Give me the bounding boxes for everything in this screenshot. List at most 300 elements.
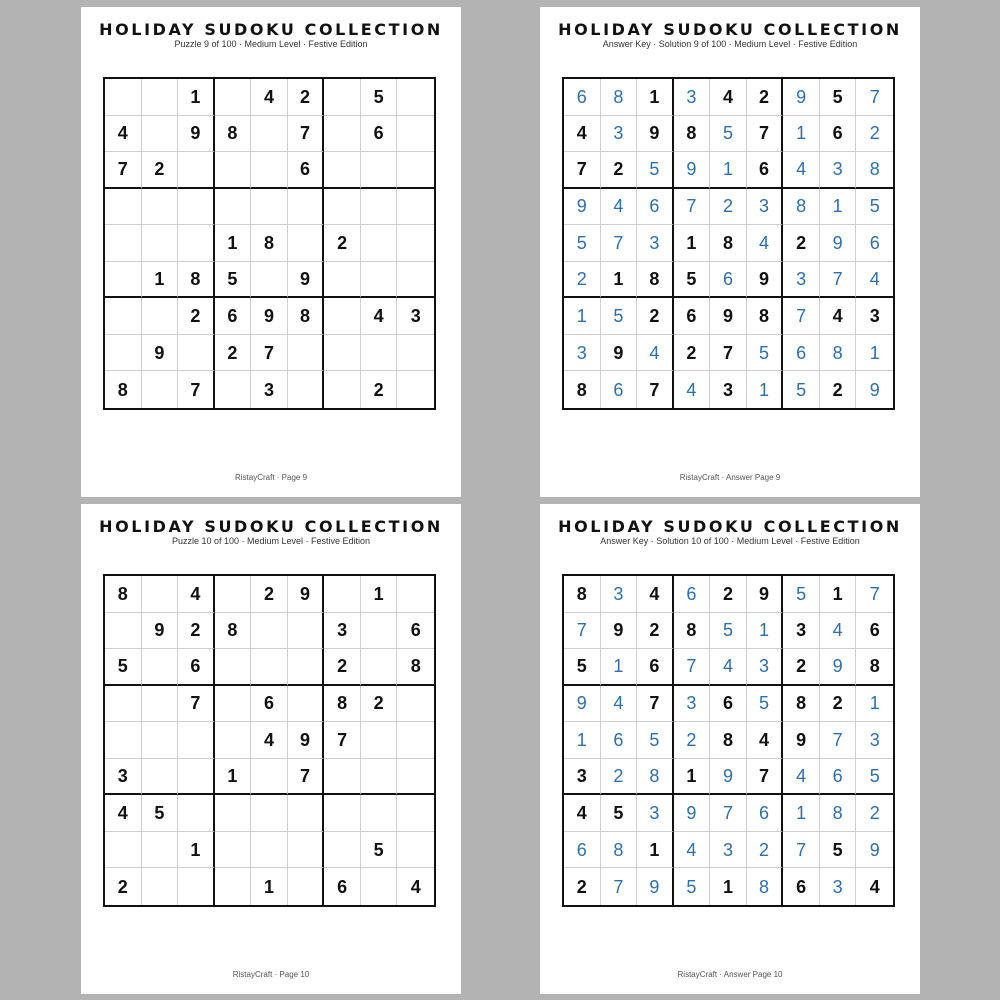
given-digit-cell: 4: [710, 79, 747, 116]
solution-digit-cell: 3: [747, 649, 784, 686]
empty-cell: [397, 189, 434, 226]
empty-cell: [142, 868, 179, 905]
empty-cell: [105, 262, 142, 299]
solution-digit-cell: 7: [856, 576, 893, 613]
solution-digit-cell: 9: [820, 225, 857, 262]
given-digit-cell: 9: [288, 576, 325, 613]
given-digit-cell: 1: [215, 225, 252, 262]
page-title: HOLIDAY SUDOKU COLLECTION: [99, 20, 443, 39]
sudoku-solution-grid: [562, 574, 895, 907]
empty-cell: [288, 795, 325, 832]
given-digit-cell: 9: [637, 116, 674, 153]
puzzle-page-10: [81, 504, 461, 994]
solution-digit-cell: 6: [747, 795, 784, 832]
page-footer: RistayCraft · Answer Page 9: [679, 473, 781, 482]
given-digit-cell: 6: [820, 116, 857, 153]
solution-digit-cell: 7: [674, 189, 711, 226]
empty-cell: [215, 189, 252, 226]
given-digit-cell: 6: [324, 868, 361, 905]
given-digit-cell: 2: [361, 686, 398, 723]
empty-cell: [142, 649, 179, 686]
empty-cell: [251, 116, 288, 153]
empty-cell: [251, 649, 288, 686]
given-digit-cell: 7: [637, 686, 674, 723]
solution-digit-cell: 3: [564, 335, 601, 372]
empty-cell: [142, 371, 179, 408]
solution-digit-cell: 1: [564, 298, 601, 335]
answer-page-9: [540, 7, 920, 497]
given-digit-cell: 6: [288, 152, 325, 189]
solution-digit-cell: 6: [601, 371, 638, 408]
empty-cell: [251, 152, 288, 189]
given-digit-cell: 2: [747, 79, 784, 116]
empty-cell: [105, 335, 142, 372]
given-digit-cell: 9: [288, 722, 325, 759]
puzzle-page-9: [81, 7, 461, 497]
given-digit-cell: 8: [674, 613, 711, 650]
solution-digit-cell: 4: [747, 225, 784, 262]
given-digit-cell: 3: [856, 298, 893, 335]
given-digit-cell: 1: [820, 576, 857, 613]
empty-cell: [178, 152, 215, 189]
solution-digit-cell: 8: [601, 79, 638, 116]
given-digit-cell: 4: [105, 116, 142, 153]
given-digit-cell: 8: [178, 262, 215, 299]
given-digit-cell: 2: [324, 649, 361, 686]
empty-cell: [142, 298, 179, 335]
empty-cell: [215, 868, 252, 905]
page-subtitle: Puzzle 9 of 100 · Medium Level · Festive Edition: [174, 39, 368, 49]
given-digit-cell: 6: [361, 116, 398, 153]
solution-digit-cell: 3: [820, 152, 857, 189]
given-digit-cell: 6: [251, 686, 288, 723]
given-digit-cell: 4: [564, 795, 601, 832]
given-digit-cell: 6: [710, 686, 747, 723]
given-digit-cell: 7: [747, 116, 784, 153]
given-digit-cell: 2: [783, 225, 820, 262]
solution-digit-cell: 3: [783, 262, 820, 299]
given-digit-cell: 7: [288, 759, 325, 796]
given-digit-cell: 2: [288, 79, 325, 116]
page-footer: RistayCraft · Page 10: [232, 970, 310, 979]
given-digit-cell: 2: [105, 868, 142, 905]
empty-cell: [288, 868, 325, 905]
given-digit-cell: 7: [637, 371, 674, 408]
given-digit-cell: 2: [251, 576, 288, 613]
solution-digit-cell: 2: [564, 262, 601, 299]
page-subtitle: Answer Key · Solution 10 of 100 · Medium Level · Festive Edition: [600, 536, 860, 546]
given-digit-cell: 5: [601, 795, 638, 832]
solution-digit-cell: 8: [820, 795, 857, 832]
solution-digit-cell: 6: [564, 832, 601, 869]
empty-cell: [397, 759, 434, 796]
empty-cell: [361, 335, 398, 372]
given-digit-cell: 5: [820, 832, 857, 869]
solution-digit-cell: 5: [747, 335, 784, 372]
solution-digit-cell: 8: [783, 189, 820, 226]
solution-digit-cell: 7: [783, 832, 820, 869]
given-digit-cell: 3: [783, 613, 820, 650]
solution-digit-cell: 7: [856, 79, 893, 116]
given-digit-cell: 8: [637, 262, 674, 299]
solution-digit-cell: 9: [820, 649, 857, 686]
given-digit-cell: 4: [105, 795, 142, 832]
solution-digit-cell: 7: [820, 262, 857, 299]
given-digit-cell: 9: [601, 613, 638, 650]
solution-digit-cell: 1: [710, 152, 747, 189]
empty-cell: [324, 152, 361, 189]
solution-digit-cell: 5: [856, 189, 893, 226]
solution-digit-cell: 7: [710, 795, 747, 832]
given-digit-cell: 2: [637, 298, 674, 335]
solution-digit-cell: 5: [637, 152, 674, 189]
empty-cell: [397, 262, 434, 299]
given-digit-cell: 3: [397, 298, 434, 335]
given-digit-cell: 8: [747, 298, 784, 335]
solution-digit-cell: 3: [710, 832, 747, 869]
empty-cell: [251, 262, 288, 299]
solution-digit-cell: 1: [747, 371, 784, 408]
solution-digit-cell: 9: [564, 189, 601, 226]
empty-cell: [105, 298, 142, 335]
given-digit-cell: 9: [747, 576, 784, 613]
solution-digit-cell: 8: [820, 335, 857, 372]
empty-cell: [215, 152, 252, 189]
solution-digit-cell: 1: [783, 795, 820, 832]
solution-digit-cell: 4: [820, 613, 857, 650]
given-digit-cell: 3: [324, 613, 361, 650]
empty-cell: [361, 189, 398, 226]
given-digit-cell: 6: [637, 649, 674, 686]
solution-digit-cell: 6: [601, 722, 638, 759]
solution-digit-cell: 3: [856, 722, 893, 759]
empty-cell: [215, 576, 252, 613]
empty-cell: [142, 116, 179, 153]
empty-cell: [142, 832, 179, 869]
empty-cell: [361, 613, 398, 650]
given-digit-cell: 7: [710, 335, 747, 372]
solution-digit-cell: 2: [856, 116, 893, 153]
given-digit-cell: 6: [674, 298, 711, 335]
empty-cell: [142, 686, 179, 723]
solution-digit-cell: 9: [856, 832, 893, 869]
empty-cell: [105, 722, 142, 759]
given-digit-cell: 8: [397, 649, 434, 686]
solution-digit-cell: 7: [564, 613, 601, 650]
empty-cell: [142, 722, 179, 759]
empty-cell: [324, 298, 361, 335]
empty-cell: [397, 686, 434, 723]
solution-digit-cell: 5: [783, 371, 820, 408]
given-digit-cell: 8: [856, 649, 893, 686]
empty-cell: [105, 686, 142, 723]
solution-digit-cell: 5: [601, 298, 638, 335]
solution-digit-cell: 7: [674, 649, 711, 686]
given-digit-cell: 8: [674, 116, 711, 153]
given-digit-cell: 2: [601, 152, 638, 189]
solution-digit-cell: 1: [601, 649, 638, 686]
given-digit-cell: 2: [820, 371, 857, 408]
solution-digit-cell: 3: [674, 79, 711, 116]
empty-cell: [361, 759, 398, 796]
solution-digit-cell: 8: [856, 152, 893, 189]
given-digit-cell: 2: [215, 335, 252, 372]
empty-cell: [142, 189, 179, 226]
empty-cell: [178, 759, 215, 796]
given-digit-cell: 8: [324, 686, 361, 723]
solution-digit-cell: 2: [747, 832, 784, 869]
empty-cell: [178, 335, 215, 372]
empty-cell: [178, 795, 215, 832]
solution-digit-cell: 4: [637, 335, 674, 372]
solution-digit-cell: 9: [637, 868, 674, 905]
sudoku-grid: [103, 77, 436, 410]
given-digit-cell: 6: [215, 298, 252, 335]
sudoku-grid: [103, 574, 436, 907]
given-digit-cell: 8: [215, 613, 252, 650]
solution-digit-cell: 9: [869, 379, 880, 400]
empty-cell: [324, 371, 361, 408]
solution-digit-cell: 8: [637, 759, 674, 796]
empty-cell: [397, 576, 434, 613]
solution-digit-cell: 1: [783, 116, 820, 153]
solution-digit-cell: 4: [783, 152, 820, 189]
solution-digit-cell: 6: [710, 262, 747, 299]
given-digit-cell: 2: [674, 335, 711, 372]
solution-digit-cell: 5: [856, 759, 893, 796]
empty-cell: [397, 335, 434, 372]
empty-cell: [361, 649, 398, 686]
empty-cell: [178, 722, 215, 759]
solution-digit-cell: 8: [747, 868, 784, 905]
empty-cell: [397, 225, 434, 262]
given-digit-cell: 6: [178, 649, 215, 686]
given-digit-cell: 9: [251, 298, 288, 335]
empty-cell: [251, 832, 288, 869]
given-digit-cell: 4: [361, 298, 398, 335]
given-digit-cell: 5: [361, 79, 398, 116]
given-digit-cell: 9: [601, 335, 638, 372]
empty-cell: [361, 262, 398, 299]
empty-cell: [251, 189, 288, 226]
empty-cell: [215, 371, 252, 408]
given-digit-cell: 5: [361, 832, 398, 869]
solution-digit-cell: 5: [783, 576, 820, 613]
given-digit-cell: 2: [710, 576, 747, 613]
given-digit-cell: 1: [637, 79, 674, 116]
empty-cell: [324, 116, 361, 153]
given-digit-cell: 2: [637, 613, 674, 650]
given-digit-cell: 6: [397, 613, 434, 650]
solution-digit-cell: 7: [820, 722, 857, 759]
given-digit-cell: 9: [142, 335, 179, 372]
given-digit-cell: 1: [178, 79, 215, 116]
empty-cell: [215, 795, 252, 832]
given-digit-cell: 9: [710, 298, 747, 335]
empty-cell: [397, 152, 434, 189]
empty-cell: [397, 832, 434, 869]
page-title: HOLIDAY SUDOKU COLLECTION: [558, 517, 902, 536]
page-footer: RistayCraft · Answer Page 10: [677, 970, 783, 979]
solution-digit-cell: 4: [710, 649, 747, 686]
given-digit-cell: 4: [251, 79, 288, 116]
given-digit-cell: 9: [178, 116, 215, 153]
empty-cell: [397, 116, 434, 153]
empty-cell: [251, 613, 288, 650]
given-digit-cell: 7: [251, 335, 288, 372]
given-digit-cell: 7: [178, 371, 215, 408]
solution-digit-cell: 4: [601, 189, 638, 226]
given-digit-cell: 7: [178, 686, 215, 723]
empty-cell: [142, 79, 179, 116]
given-digit-cell: 4: [820, 298, 857, 335]
solution-digit-cell: 4: [601, 686, 638, 723]
empty-cell: [397, 722, 434, 759]
given-digit-cell: 5: [674, 262, 711, 299]
given-digit-cell: 1: [674, 225, 711, 262]
empty-cell: [105, 832, 142, 869]
given-digit-cell: 2: [324, 225, 361, 262]
solution-digit-cell: 6: [637, 189, 674, 226]
solution-digit-cell: 2: [856, 795, 893, 832]
page-footer: RistayCraft · Page 9: [234, 473, 308, 482]
given-digit-cell: 4: [564, 116, 601, 153]
empty-cell: [288, 686, 325, 723]
given-digit-cell: 1: [215, 759, 252, 796]
given-digit-cell: 1: [361, 576, 398, 613]
given-digit-cell: 7: [747, 759, 784, 796]
given-digit-cell: 2: [178, 298, 215, 335]
given-digit-cell: 5: [105, 649, 142, 686]
given-digit-cell: 9: [288, 262, 325, 299]
given-digit-cell: 4: [251, 722, 288, 759]
sudoku-solution-grid: [562, 77, 895, 410]
empty-cell: [251, 795, 288, 832]
empty-cell: [178, 189, 215, 226]
empty-cell: [105, 189, 142, 226]
solution-digit-cell: 6: [674, 576, 711, 613]
empty-cell: [288, 335, 325, 372]
given-digit-cell: 7: [105, 152, 142, 189]
given-digit-cell: 8: [105, 576, 142, 613]
given-digit-cell: 8: [783, 686, 820, 723]
given-digit-cell: 5: [142, 795, 179, 832]
solution-digit-cell: 3: [601, 116, 638, 153]
solution-digit-cell: 9: [564, 686, 601, 723]
empty-cell: [361, 722, 398, 759]
empty-cell: [324, 262, 361, 299]
empty-cell: [215, 79, 252, 116]
given-digit-cell: 1: [142, 262, 179, 299]
given-digit-cell: 1: [674, 759, 711, 796]
page-subtitle: Puzzle 10 of 100 · Medium Level · Festive Edition: [171, 536, 371, 546]
empty-cell: [142, 759, 179, 796]
given-digit-cell: 3: [710, 371, 747, 408]
given-digit-cell: 6: [783, 868, 820, 905]
given-digit-cell: 2: [783, 649, 820, 686]
solution-digit-cell: 4: [674, 832, 711, 869]
empty-cell: [105, 225, 142, 262]
solution-digit-cell: 4: [783, 759, 820, 796]
given-digit-cell: 1: [251, 868, 288, 905]
empty-cell: [215, 832, 252, 869]
solution-digit-cell: 2: [601, 759, 638, 796]
solution-digit-cell: 3: [747, 189, 784, 226]
solution-digit-cell: 6: [783, 335, 820, 372]
empty-cell: [251, 759, 288, 796]
answer-page-10: [540, 504, 920, 994]
empty-cell: [324, 795, 361, 832]
solution-digit-cell: 3: [674, 686, 711, 723]
given-digit-cell: 4: [747, 722, 784, 759]
solution-digit-cell: 7: [601, 868, 638, 905]
solution-digit-cell: 6: [564, 79, 601, 116]
empty-cell: [178, 868, 215, 905]
given-digit-cell: 8: [251, 225, 288, 262]
empty-cell: [361, 868, 398, 905]
empty-cell: [215, 722, 252, 759]
solution-digit-cell: 5: [564, 225, 601, 262]
given-digit-cell: 4: [869, 876, 880, 897]
empty-cell: [324, 335, 361, 372]
solution-digit-cell: 9: [674, 795, 711, 832]
empty-cell: [397, 79, 434, 116]
empty-cell: [288, 832, 325, 869]
given-digit-cell: 5: [215, 262, 252, 299]
given-digit-cell: 6: [856, 613, 893, 650]
given-digit-cell: 8: [215, 116, 252, 153]
solution-digit-cell: 1: [856, 686, 893, 723]
given-digit-cell: 7: [324, 722, 361, 759]
given-digit-cell: 2: [564, 868, 601, 905]
given-digit-cell: 7: [288, 116, 325, 153]
empty-cell: [397, 371, 434, 408]
page-subtitle: Answer Key · Solution 9 of 100 · Medium Level · Festive Edition: [602, 39, 858, 49]
given-digit-cell: 8: [564, 371, 601, 408]
given-digit-cell: 3: [564, 759, 601, 796]
given-digit-cell: 1: [178, 832, 215, 869]
solution-digit-cell: 1: [820, 189, 857, 226]
given-digit-cell: 4: [637, 576, 674, 613]
solution-digit-cell: 1: [747, 613, 784, 650]
empty-cell: [178, 225, 215, 262]
solution-digit-cell: 2: [674, 722, 711, 759]
solution-digit-cell: 3: [820, 868, 857, 905]
solution-digit-cell: 5: [674, 868, 711, 905]
solution-digit-cell: 5: [710, 116, 747, 153]
given-digit-cell: 2: [820, 686, 857, 723]
empty-cell: [105, 613, 142, 650]
given-digit-cell: 9: [783, 722, 820, 759]
empty-cell: [142, 225, 179, 262]
given-digit-cell: 3: [105, 759, 142, 796]
solution-digit-cell: 3: [637, 225, 674, 262]
empty-cell: [397, 795, 434, 832]
given-digit-cell: 9: [142, 613, 179, 650]
solution-digit-cell: 5: [710, 613, 747, 650]
empty-cell: [361, 225, 398, 262]
empty-cell: [324, 79, 361, 116]
given-digit-cell: 1: [710, 868, 747, 905]
solution-digit-cell: 4: [856, 262, 893, 299]
empty-cell: [361, 152, 398, 189]
given-digit-cell: 4: [178, 576, 215, 613]
solution-digit-cell: 9: [674, 152, 711, 189]
empty-cell: [105, 79, 142, 116]
solution-digit-cell: 7: [783, 298, 820, 335]
given-digit-cell: 6: [747, 152, 784, 189]
given-digit-cell: 9: [747, 262, 784, 299]
